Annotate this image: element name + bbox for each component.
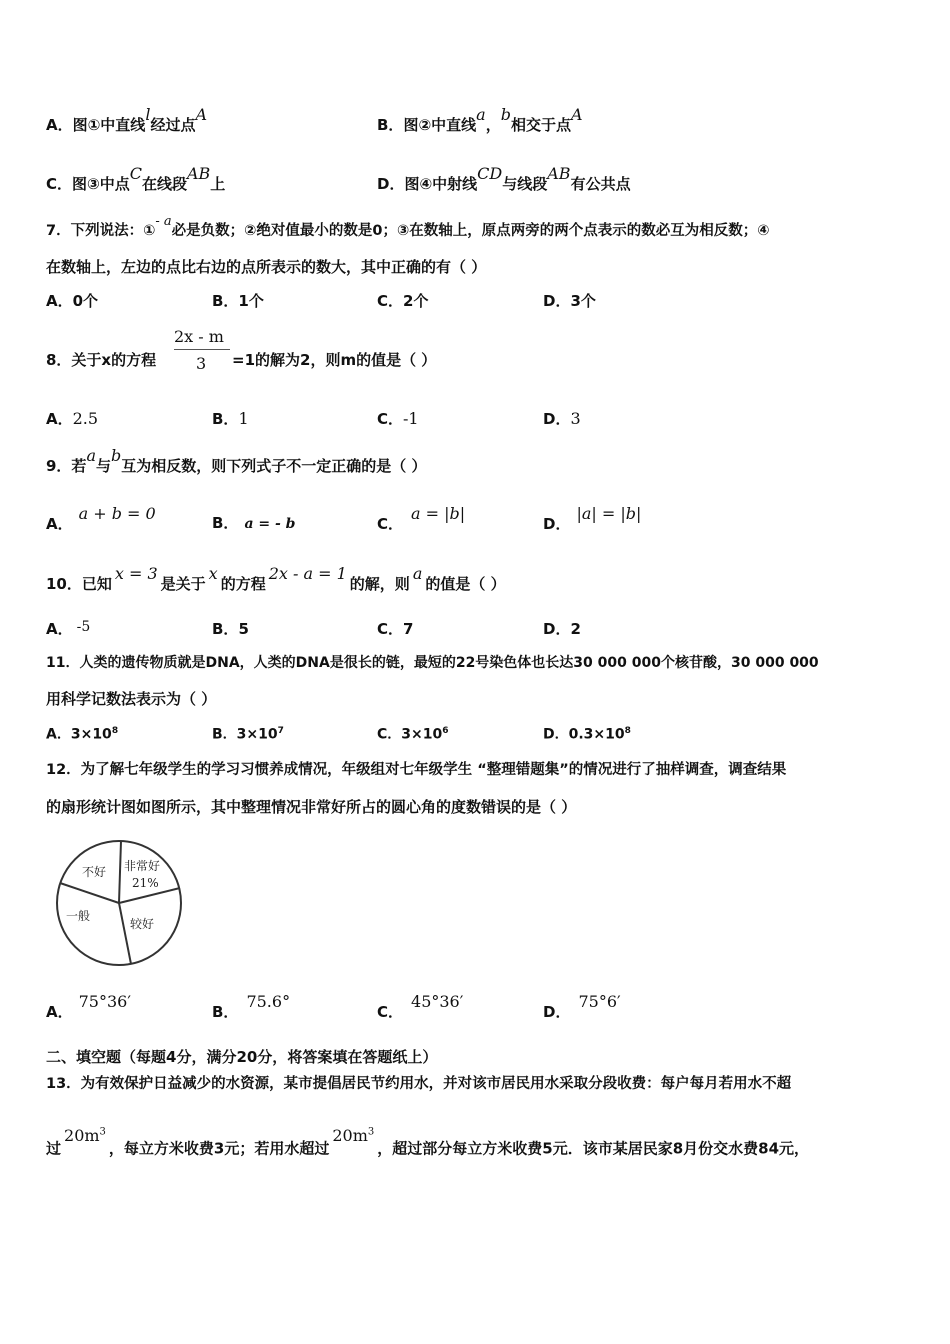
q12-option-b	[212, 992, 291, 1021]
math-var: A	[570, 105, 583, 124]
q8-option-c	[377, 411, 419, 427]
option-letter: C．	[377, 410, 404, 428]
option-letter: D．	[543, 515, 571, 533]
option-value: 75.6°	[246, 992, 291, 1011]
option-expr: a = |b|	[411, 504, 466, 523]
option-letter: C．	[377, 1003, 404, 1021]
math-var: a	[86, 446, 96, 465]
q11-option-d	[543, 727, 631, 742]
option-value: 75°36′	[78, 992, 131, 1011]
q10-option-c	[377, 622, 413, 637]
option-expr: |a| = |b|	[576, 504, 642, 523]
question-text: 9．若	[46, 457, 87, 475]
pie-divider	[119, 841, 121, 903]
q7-option-a: A．0个	[46, 292, 99, 310]
option-value: -1	[403, 409, 419, 428]
option-text: 相交于点	[510, 116, 571, 134]
math-var: C	[129, 164, 142, 183]
option-text: 上	[210, 175, 226, 193]
option-expr: a = - b	[244, 516, 296, 532]
q12-option-d	[543, 992, 621, 1021]
option-value: 3×10	[401, 726, 443, 743]
option-exponent: 8	[624, 726, 631, 736]
q11-line-1: 11．人类的遗传物质就是DNA，人类的DNA是很长的链，最短的22号染色体也长达30 000 000个核苷酸，30 000 000	[46, 655, 819, 671]
q7-option-b: B．1个	[212, 292, 264, 310]
q12-line-1: 12．为了解七年级学生的学习习惯养成情况，年级组对七年级学生 “整理错题集”的情况进行了抽样调查，调查结果	[46, 762, 787, 778]
option-letter: B．	[212, 620, 239, 638]
math-var: b	[111, 446, 122, 465]
question-text: 必是负数；②绝对值最小的数是0；③在数轴上，原点两旁的两个点表示的数必互为相反数；④	[171, 223, 770, 239]
question-text: 过	[46, 1139, 62, 1158]
unit-exponent: 3	[367, 1127, 375, 1138]
q10-option-d	[543, 622, 581, 637]
option-letter: D．	[543, 1003, 571, 1021]
option-text: ，	[485, 116, 501, 134]
question-text: 互为相反数，则下列式子不一定正确的是（ ）	[121, 457, 427, 475]
q8-option-b	[212, 411, 249, 427]
unit-base: 20m	[332, 1126, 368, 1146]
option-value: 7	[403, 620, 414, 638]
pie-divider	[119, 903, 131, 964]
option-value: 2	[570, 620, 581, 638]
q13-line-2	[46, 1126, 810, 1158]
option-value: 1	[238, 409, 249, 428]
option-value: -5	[76, 619, 91, 635]
question-text: 的方程	[220, 575, 266, 593]
option-value: 75°6′	[578, 992, 621, 1011]
option-exponent: 8	[111, 726, 119, 736]
math-var: A	[195, 105, 208, 124]
question-text: 10．已知	[46, 575, 112, 593]
q9-option-b	[212, 516, 295, 531]
question-text: 7．下列说法：①	[46, 223, 156, 239]
q8-fraction-numerator: 2x - m	[174, 327, 224, 346]
q10-option-b	[212, 622, 249, 637]
pie-label-good: 较好	[130, 917, 155, 931]
option-value: 3×10	[70, 726, 112, 743]
q12-option-c	[377, 992, 464, 1021]
question-text: ，超过部分每立方米收费5元．该市某居民家8月份交水费84元，	[377, 1139, 810, 1158]
option-letter: A．	[46, 726, 71, 743]
pie-label-percent: 21%	[132, 876, 159, 890]
option-value: 2.5	[72, 409, 99, 428]
option-letter: A．	[46, 410, 73, 428]
unit-cubic-meters	[332, 1126, 374, 1145]
option-letter: D．	[377, 175, 405, 193]
option-letter: A．	[46, 515, 73, 533]
option-letter: B．	[212, 514, 239, 532]
pie-divider	[60, 883, 119, 903]
q10-option-a	[46, 619, 91, 638]
q7-line-1	[46, 214, 770, 239]
option-letter: B．	[212, 1003, 239, 1021]
q6-option-c	[46, 164, 226, 193]
q8-fraction-denominator: 3	[196, 354, 207, 373]
q11-option-c	[377, 727, 449, 742]
option-value: 3×10	[236, 726, 278, 743]
option-letter: B．	[377, 116, 404, 134]
q11-line-2: 用科学记数法表示为（ ）	[46, 690, 217, 708]
unit-exponent: 3	[99, 1127, 106, 1138]
unit-base: 20m	[64, 1126, 100, 1146]
q9-option-a	[46, 504, 156, 533]
math-var: x	[208, 564, 218, 583]
math-var: AB	[186, 164, 211, 183]
question-text: 与	[95, 457, 111, 475]
option-exponent: 6	[442, 726, 449, 736]
option-letter: C．	[377, 726, 402, 743]
option-letter: B．	[212, 410, 239, 428]
q13-line-1: 13．为有效保护日益减少的水资源，某市提倡居民节约用水，并对该市居民用水采取分段收费：每户每月若用水不超	[46, 1076, 792, 1092]
option-text: 在线段	[141, 175, 187, 193]
q9-option-c	[377, 504, 466, 533]
math-var: a	[412, 564, 423, 583]
unit-cubic-meters	[64, 1126, 106, 1145]
q7-line-2: 在数轴上，左边的点比右边的点所表示的数大，其中正确的有（ ）	[46, 258, 487, 276]
math-var: a	[476, 105, 486, 124]
q7-option-d: D．3个	[543, 292, 596, 310]
option-letter: D．	[543, 620, 571, 638]
q6-option-b	[377, 105, 583, 134]
option-value: 5	[238, 620, 249, 638]
pie-label-bad: 不好	[82, 865, 107, 879]
option-text: 图②中直线	[403, 116, 477, 134]
option-text: 与线段	[502, 175, 548, 193]
math-expr: 2x - a = 1	[268, 564, 347, 583]
fraction-bar	[174, 349, 230, 350]
question-text: ，每立方米收费3元；若用水超过	[108, 1139, 330, 1158]
pie-label-very-good: 非常好	[124, 859, 161, 873]
option-letter: C．	[377, 620, 404, 638]
q11-option-a	[46, 727, 118, 742]
q9-option-d	[543, 504, 642, 533]
math-var: AB	[547, 164, 571, 183]
q10-stem	[46, 564, 506, 593]
pie-divider	[119, 888, 180, 903]
q9-stem	[46, 446, 427, 475]
option-value: 3	[570, 409, 581, 428]
option-letter: D．	[543, 410, 571, 428]
q12-line-2: 的扇形统计图如图所示，其中整理情况非常好所占的圆心角的度数错误的是（ ）	[46, 798, 577, 816]
section-2-title: 二、填空题（每题4分，满分20分，将答案填在答题纸上）	[46, 1048, 438, 1066]
option-text: 图①中直线	[72, 116, 146, 134]
math-var: b	[500, 105, 511, 124]
q12-option-a	[46, 992, 131, 1021]
math-var: CD	[477, 164, 503, 183]
option-expr: a + b = 0	[78, 504, 156, 523]
pie-label-average: 一般	[66, 909, 91, 923]
math-var: l	[145, 105, 151, 124]
option-letter: A．	[46, 116, 73, 134]
option-value: 45°36′	[411, 992, 464, 1011]
question-text: 的值是（ ）	[425, 575, 506, 593]
option-letter: A．	[46, 620, 73, 638]
option-text: 图③中点	[72, 175, 130, 193]
q8-pre: 8．关于x的方程	[46, 351, 157, 369]
q8-option-d	[543, 411, 581, 427]
option-letter: A．	[46, 1003, 73, 1021]
option-exponent: 7	[277, 726, 284, 736]
q8-post: =1的解为2，则m的值是（ ）	[232, 351, 437, 369]
option-text: 经过点	[150, 116, 196, 134]
option-value: 0.3×10	[568, 726, 625, 743]
math-var: - a	[155, 214, 172, 229]
q6-option-d	[377, 164, 631, 193]
q8-option-a	[46, 411, 98, 427]
option-letter: C．	[377, 515, 404, 533]
question-text: 是关于	[160, 575, 206, 593]
math-expr: x = 3	[114, 564, 158, 583]
q11-option-b	[212, 727, 284, 742]
option-letter: D．	[543, 726, 569, 743]
question-text: 的解，则	[349, 575, 410, 593]
option-letter: B．	[212, 726, 237, 743]
option-text: 有公共点	[570, 175, 631, 193]
option-letter: C．	[46, 175, 73, 193]
q7-option-c: C．2个	[377, 292, 429, 310]
q12-pie-chart	[48, 838, 190, 968]
option-text: 图④中射线	[404, 175, 478, 193]
q6-option-a	[46, 105, 208, 134]
